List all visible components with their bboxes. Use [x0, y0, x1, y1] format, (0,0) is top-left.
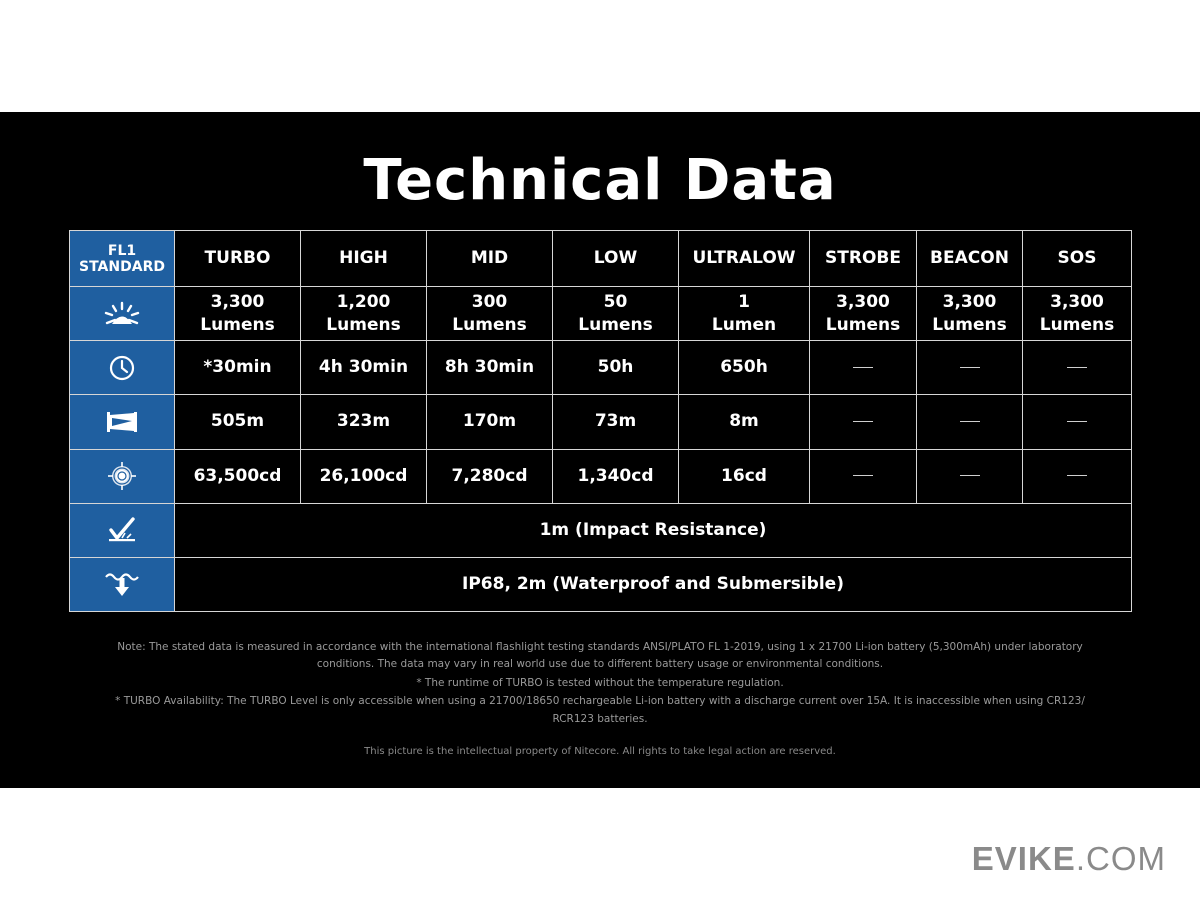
distance-row-label — [70, 395, 175, 449]
output-cell-turbo — [175, 287, 301, 341]
distance-cell-strobe — [810, 395, 917, 449]
note-line-5: RCR123 batteries. — [552, 713, 648, 725]
output-unit: Lumens — [200, 314, 275, 335]
output-value: 3,300 — [942, 291, 997, 312]
mode-header-mid: MID — [427, 231, 553, 287]
waterproof-icon — [104, 569, 140, 599]
spec-table — [69, 230, 1132, 612]
output-unit: Lumens — [326, 314, 401, 335]
impact-row — [70, 503, 1132, 557]
brand-bold: EVIKE — [971, 840, 1076, 877]
distance-cell-beacon — [917, 395, 1023, 449]
intensity-cell-mid: 7,280cd — [427, 449, 553, 503]
corner-label-line2: STANDARD — [79, 258, 165, 275]
mode-header-low: LOW — [553, 231, 679, 287]
peak-intensity-icon — [107, 461, 137, 491]
clock-icon — [107, 353, 137, 383]
distance-row — [70, 395, 1132, 449]
evike-logo — [972, 840, 1166, 878]
runtime-cell-ultralow: 650h — [679, 341, 810, 395]
output-value: 3,300 — [1050, 291, 1104, 312]
mode-header-strobe: STROBE — [810, 231, 917, 287]
runtime-cell-beacon — [917, 341, 1023, 395]
dash-mark — [853, 475, 873, 476]
runtime-row-label — [70, 341, 175, 395]
impact-cell: 1m (Impact Resistance) — [175, 503, 1132, 557]
intensity-cell-strobe — [810, 449, 917, 503]
dash-mark — [853, 367, 873, 368]
runtime-row — [70, 341, 1132, 395]
output-cell-strobe — [810, 287, 917, 341]
waterproof-row — [70, 557, 1132, 611]
waterproof-cell: IP68, 2m (Waterproof and Submersible) — [175, 557, 1132, 611]
output-unit: Lumen — [711, 314, 777, 335]
waterproof-row-label — [70, 557, 175, 611]
distance-cell-high: 323m — [301, 395, 427, 449]
intensity-row-label — [70, 449, 175, 503]
output-value: 1 — [738, 291, 750, 312]
output-unit: Lumens — [1039, 314, 1115, 335]
beam-distance-icon — [104, 409, 140, 435]
dash-mark — [1067, 475, 1087, 476]
dash-mark — [960, 421, 980, 422]
output-cell-beacon — [917, 287, 1023, 341]
note-line-2: conditions. The data may vary in real world use due to different battery usage or environmental conditions. — [316, 658, 884, 670]
mode-header-row — [70, 231, 1132, 287]
brand-rest: .COM — [1075, 840, 1166, 877]
output-cell-sos — [1023, 287, 1132, 341]
dash-mark — [960, 367, 980, 368]
output-value: 300 — [471, 291, 508, 312]
chart-title: Technical Data — [363, 148, 837, 213]
output-row-label — [70, 287, 175, 341]
copyright-notice: This picture is the intellectual property of Nitecore. All rights to take legal action are reserved. — [364, 746, 836, 757]
corner-label — [70, 231, 175, 287]
intensity-cell-turbo: 63,500cd — [175, 449, 301, 503]
output-unit: Lumens — [578, 314, 653, 335]
intensity-cell-low: 1,340cd — [553, 449, 679, 503]
distance-cell-turbo: 505m — [175, 395, 301, 449]
impact-row-label — [70, 503, 175, 557]
brightness-icon — [102, 299, 142, 329]
intensity-cell-ultralow: 16cd — [679, 449, 810, 503]
runtime-cell-strobe — [810, 341, 917, 395]
note-line-4: * TURBO Availability: The TURBO Level is only accessible when using a 21700/18650 rechargeable Li-ion battery with a discharge current over 15A. It is inaccessible when using CR123/ — [115, 695, 1085, 707]
output-value: 50 — [603, 291, 628, 312]
output-unit: Lumens — [825, 314, 901, 335]
output-value: 1,200 — [336, 291, 391, 312]
mode-header-ultralow: ULTRALOW — [679, 231, 810, 287]
distance-cell-low: 73m — [553, 395, 679, 449]
dash-mark — [960, 475, 980, 476]
corner-label-line1: FL1 — [107, 242, 137, 259]
runtime-cell-mid: 8h 30min — [427, 341, 553, 395]
output-cell-low — [553, 287, 679, 341]
dash-mark — [1067, 367, 1087, 368]
dash-mark — [853, 421, 873, 422]
mode-header-sos: SOS — [1023, 231, 1132, 287]
distance-cell-ultralow: 8m — [679, 395, 810, 449]
intensity-cell-high: 26,100cd — [301, 449, 427, 503]
note-line-3: * The runtime of TURBO is tested without the temperature regulation. — [416, 677, 784, 689]
output-cell-high — [301, 287, 427, 341]
output-value: 3,300 — [836, 291, 890, 312]
mode-header-turbo: TURBO — [175, 231, 301, 287]
intensity-cell-sos — [1023, 449, 1132, 503]
mode-header-beacon: BEACON — [917, 231, 1023, 287]
distance-cell-mid: 170m — [427, 395, 553, 449]
runtime-cell-turbo: *30min — [175, 341, 301, 395]
dash-mark — [1067, 421, 1087, 422]
distance-cell-sos — [1023, 395, 1132, 449]
intensity-row — [70, 449, 1132, 503]
output-cell-mid — [427, 287, 553, 341]
impact-resistance-icon — [106, 516, 138, 544]
intensity-cell-beacon — [917, 449, 1023, 503]
output-unit: Lumens — [452, 314, 527, 335]
runtime-cell-sos — [1023, 341, 1132, 395]
runtime-cell-low: 50h — [553, 341, 679, 395]
output-row — [70, 287, 1132, 341]
output-cell-ultralow — [679, 287, 810, 341]
note-line-1: Note: The stated data is measured in accordance with the international flashlight testing standards ANSI/PLATO FL 1-2019, using 1 x 21700 Li-ion battery (5,300mAh) under laboratory — [117, 641, 1083, 653]
mode-header-high: HIGH — [301, 231, 427, 287]
output-value: 3,300 — [210, 291, 265, 312]
output-unit: Lumens — [932, 314, 1007, 335]
runtime-cell-high: 4h 30min — [301, 341, 427, 395]
